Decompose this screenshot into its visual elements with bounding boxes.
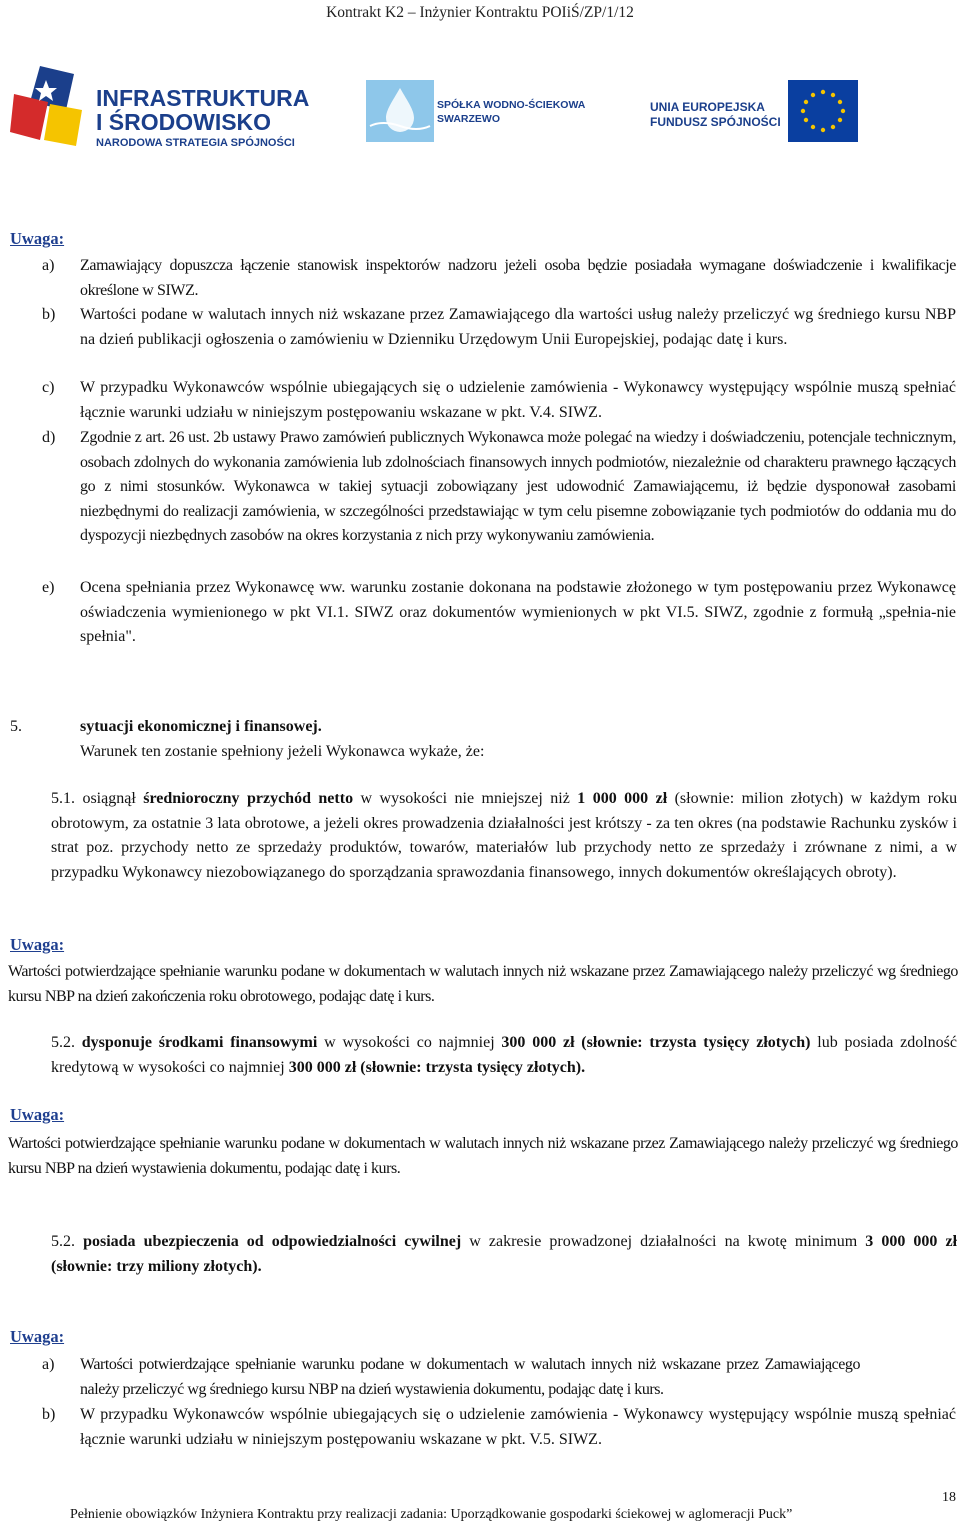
water-drop-logo-icon — [366, 80, 434, 142]
text-fragment: w wysokości nie mniejszej niż — [360, 790, 570, 807]
note-text: Wartości potwierdzające spełnianie warunku podane w dokumentach w walutach innych niż wskazane przez Zamawiającego należy przeliczyć wg średniego kursu NBP na dzień wystawienia dokumentu, podając datę i kurs. — [8, 1135, 958, 1177]
section-title: sytuacji ekonomicznej i finansowej. — [80, 718, 322, 735]
list-label: a) — [42, 257, 55, 274]
eu-flag-icon — [788, 80, 858, 142]
note-heading: Uwaga: — [10, 1105, 65, 1124]
note-item-e: Ocena spełniania przez Wykonawcę ww. warunku zostanie dokonana na podstawie złożonego w tym postępowaniu przez Wykonawcę oświadczenia wymienionego w pkt VI.1. SIWZ oraz dokumentów wymienionych w pkt VI.5. SIWZ, zgodnie z formułą „spełnia-nie spełnia". — [80, 579, 956, 645]
page-number: 18 — [942, 1490, 956, 1505]
logo-banner — [0, 58, 960, 178]
note-item-b: Wartości podane w walutach innych niż wskazane przez Zamawiającego dla wartości usług należy przeliczyć wg średniego kursu NBP na dzień publikacji ogłoszenia o zamówieniu w Dzienniku Urzędowym Unii Europejskiej, podając datę i kurs. — [80, 306, 956, 348]
bold-fragment: 3 000 000 zł (słownie: trzy miliony złotych). — [51, 1233, 958, 1275]
paragraph-number: 5.1. — [51, 790, 75, 807]
note-item-d: Zgodnie z art. 26 ust. 2b ustawy Prawo zamówień publicznych Wykonawca może polegać na wiedzy i doświadczeniu, potencjale technicznym, osobach zdolnych do wykonania zamówienia lub zdolnościach finansowych innych podmiotów, niezależnie od charakteru prawnego łączących go z nimi stosunków. Wykonawca w takiej sytuacji zobowiązany jest udowodnić Zamawiającemu, iż będzie dysponował zasobami niezbędnymi do realizacji zamówienia, w szczególności przedstawiając w tym celu pisemne zobowiązanie tych podmiotów do oddania mu do dyspozycji niezbędnych zasobów na okres korzystania z nich przy wykonywaniu zamówienia. — [80, 429, 956, 544]
text-fragment: (słownie: milion złotych) w każdym roku obrotowym, za ostatnie 3 lata obrotowe, a jeżeli okres prowadzenia działalności jest krótszy - za ten okres (na podstawie Rachunku zysków i strat poz. przychody netto ze sprzedaży produktów, towarów, materiałów lub przychody netto ze sprzedaży i zrównane z nimi, a w przypadku Wykonawcy niezobowiązanego do sporządzania sprawozdania finansowego, innych dokumentów określających obroty). — [51, 790, 958, 881]
note-heading: Uwaga: — [10, 1327, 65, 1346]
ue-name-line2: FUNDUSZ SPÓJNOŚCI — [650, 115, 781, 129]
paragraph-5-1 — [51, 787, 957, 885]
infra-title-line2: I ŚRODOWISKO — [96, 109, 272, 135]
infra-subtitle: NARODOWA STRATEGIA SPÓJNOŚCI — [96, 137, 295, 149]
text-fragment: w wysokości co najmniej — [324, 1034, 495, 1051]
paragraph-number: 5.2. — [51, 1034, 75, 1051]
bold-fragment: posiada ubezpieczenia od odpowiedzialności cywilnej — [83, 1233, 462, 1250]
paragraph-5-2-insurance — [51, 1230, 957, 1279]
note-list-1 — [0, 254, 960, 674]
bold-fragment: 300 000 zł (słownie: trzysta tysięcy złotych) — [501, 1034, 811, 1051]
note-text: Wartości potwierdzające spełnianie warunku podane w dokumentach w walutach innych niż wskazane przez Zamawiającego należy przeliczyć wg średniego kursu NBP na dzień zakończenia roku obrotowego, podając datę i kurs. — [8, 963, 958, 1005]
infrastructure-logo-icon — [10, 66, 90, 146]
spolka-name-line1: SPÓŁKA WODNO-ŚCIEKOWA — [437, 99, 586, 111]
text-fragment: osiągnął — [82, 790, 136, 807]
infra-title-line1: INFRASTRUKTURA — [96, 85, 310, 111]
paragraph-5-2 — [51, 1031, 957, 1080]
paragraph-number: 5.2. — [51, 1233, 75, 1250]
list-label: e) — [42, 579, 55, 596]
note-item-a: Zamawiający dopuszcza łączenie stanowisk inspektorów nadzoru jeżeli osoba będzie posiadała wymagane doświadczenie i kwalifikacje określone w SIWZ. — [80, 257, 956, 299]
spolka-name-line2: SWARZEWO — [437, 113, 500, 125]
bold-fragment: dysponuje środkami finansowymi — [81, 1034, 318, 1051]
list-label: b) — [42, 1406, 56, 1423]
text-fragment: lub posiada zdolność kredytową w wysokości co najmniej — [51, 1034, 958, 1076]
bold-fragment: średnioroczny przychód netto — [143, 790, 354, 807]
list-label: d) — [42, 429, 56, 446]
page-footer: Pełnienie obowiązków Inżyniera Kontraktu przy realizacji zadania: Uporządkowanie gospodarki ściekowej w aglomeracji Puck” — [70, 1507, 793, 1522]
bold-fragment: 300 000 zł (słownie: trzysta tysięcy złotych). — [288, 1058, 586, 1076]
note-list-4 — [0, 1353, 960, 1453]
note-heading: Uwaga: — [10, 229, 65, 248]
text-fragment: w zakresie prowadzonej działalności na kwotę minimum — [469, 1233, 858, 1250]
list-label: c) — [42, 379, 55, 396]
note-heading: Uwaga: — [10, 935, 65, 954]
note-item-a: Wartości potwierdzające spełnianie warunku podane w dokumentach w walutach innych niż wskazane przez Zamawiającego należy przeliczyć wg średniego kursu NBP na dzień wystawienia dokumentu, podając datę i kurs. — [80, 1356, 860, 1398]
ue-name-line1: UNIA EUROPEJSKA — [650, 100, 765, 114]
list-label: b) — [42, 306, 56, 323]
bold-fragment: 1 000 000 zł — [577, 790, 668, 807]
page-header: Kontrakt K2 – Inżynier Kontraktu POIiŚ/ZP/1/12 — [326, 4, 634, 21]
list-label: a) — [42, 1356, 55, 1373]
section-intro: Warunek ten zostanie spełniony jeżeli Wykonawca wykaże, że: — [80, 743, 485, 760]
note-item-c: W przypadku Wykonawców wspólnie ubiegających się o udzielenie zamówienia - Wykonawcy występujący wspólnie muszą spełniać łącznie warunki udziału w niniejszym postępowaniu wskazane w pkt. V.4. SIWZ. — [80, 379, 956, 421]
section-number: 5. — [10, 718, 22, 735]
note-item-b: W przypadku Wykonawców wspólnie ubiegających się o udzielenie zamówienia - Wykonawcy występujący wspólnie muszą spełniać łącznie warunki udziału w niniejszym postępowaniu wskazane w pkt. V.5. SIWZ. — [80, 1406, 956, 1448]
